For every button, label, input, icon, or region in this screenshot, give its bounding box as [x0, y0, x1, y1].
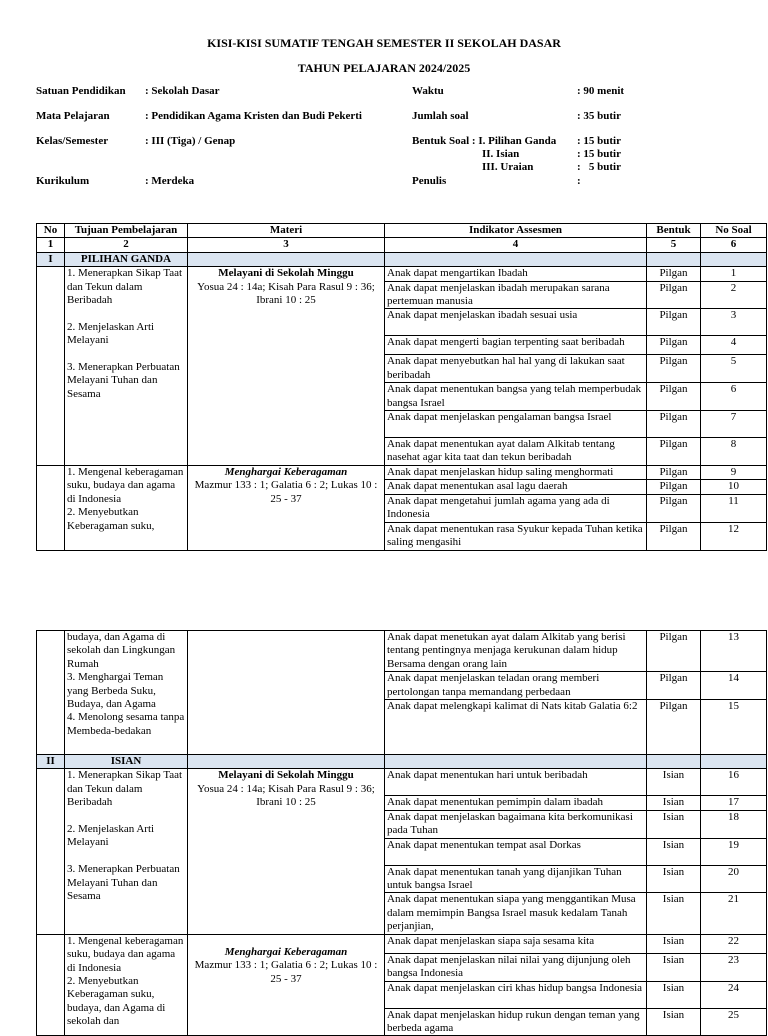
- col-number: 1: [37, 238, 65, 252]
- materi-cell: [188, 267, 385, 466]
- row-number-cell: [37, 769, 65, 934]
- col-number: 3: [188, 238, 385, 252]
- bentuk-cell: Isian: [647, 810, 701, 838]
- materi-reference: Yosua 24 : 14a; Kisah Para Rasul 9 : 36; Ibrani 10 : 25: [197, 280, 375, 307]
- indikator-cell: Anak dapat menentukan tempat asal Dorkas: [385, 838, 647, 865]
- tujuan-cell: 1. Menerapkan Sikap Taat dan Tekun dalam Beribadah 2. Menjelaskan Arti Melayani 3. Menerapkan Perbuatan Melayani Tuhan dan Sesama: [65, 769, 188, 934]
- col-number: 4: [385, 238, 647, 252]
- tujuan-cell: 1. Mengenal keberagaman suku, budaya dan agama di Indonesia 2. Menyebutkan Keberagaman suku, budaya, dan Agama di sekolah dan: [65, 934, 188, 1036]
- satuan-value: : Sekolah Dasar: [145, 85, 220, 97]
- indikator-cell: Anak dapat menjelaskan bagaimana kita berkomunikasi pada Tuhan: [385, 810, 647, 838]
- col-header-indikator: Indikator Assesmen: [385, 224, 647, 238]
- column-number-row: [37, 238, 767, 252]
- indikator-cell: Anak dapat menentukan hari untuk beribadah: [385, 769, 647, 796]
- indikator-cell: Anak dapat menetukan ayat dalam Alkitab yang berisi tentang pentingnya menjaga kerukunan dalam hidup Bersama dengan orang lain: [385, 631, 647, 672]
- no-soal-cell: 14: [701, 672, 767, 700]
- table-header-row: [37, 224, 767, 238]
- bentuk-value-pg: : 15 butir: [577, 135, 621, 147]
- bentuk-cell: Pilgan: [647, 522, 701, 550]
- indikator-cell: Anak dapat melengkapi kalimat di Nats kitab Galatia 6:2: [385, 700, 647, 755]
- pg-rows-group: [37, 267, 767, 550]
- no-soal-cell: 19: [701, 838, 767, 865]
- no-soal-cell: 24: [701, 981, 767, 1008]
- indikator-cell: Anak dapat mengartikan Ibadah: [385, 267, 647, 281]
- bentuk-cell: Isian: [647, 953, 701, 981]
- col-header-materi: Materi: [188, 224, 385, 238]
- pg-rows-group-continued: [37, 631, 767, 755]
- kelas-label: Kelas/Semester: [36, 135, 109, 147]
- col-header-no-soal: No Soal: [701, 224, 767, 238]
- kurikulum-label: Kurikulum: [36, 175, 90, 187]
- bentuk-cell: Pilgan: [647, 281, 701, 309]
- bentuk-cell: Pilgan: [647, 438, 701, 466]
- mapel-label: Mata Pelajaran: [36, 110, 110, 122]
- materi-title: Melayani di Sekolah Minggu: [218, 769, 354, 782]
- indikator-cell: Anak dapat menjelaskan teladan orang memberi pertolongan tanpa memandang perbedaan: [385, 672, 647, 700]
- indikator-cell: Anak dapat menentukan tanah yang dijanjikan Tuhan untuk bangsa Israel: [385, 865, 647, 893]
- no-soal-cell: 15: [701, 700, 767, 755]
- no-soal-cell: 21: [701, 893, 767, 934]
- no-soal-cell: 2: [701, 281, 767, 309]
- col-header-tujuan: Tujuan Pembelajaran: [65, 224, 188, 238]
- waktu-value: : 90 menit: [577, 85, 625, 97]
- indikator-cell: Anak dapat menentukan siapa yang menggantikan Musa dalam memimpin Bangsa Israel masuk kedalam Tanah perjanjian,: [385, 893, 647, 934]
- section-number: I: [37, 252, 65, 266]
- bentuk-cell: Pilgan: [647, 355, 701, 383]
- no-soal-cell: 5: [701, 355, 767, 383]
- col-number: 5: [647, 238, 701, 252]
- jumlah-label: Jumlah soal: [412, 110, 469, 122]
- materi-cell: [188, 466, 385, 550]
- bentuk-cell: Pilgan: [647, 383, 701, 411]
- bentuk-cell: Isian: [647, 769, 701, 796]
- table-row: [37, 466, 767, 480]
- indikator-cell: Anak dapat menjelaskan siapa saja sesama kita: [385, 934, 647, 953]
- bentuk-value-isian: : 15 butir: [577, 148, 621, 160]
- no-soal-cell: 6: [701, 383, 767, 411]
- isian-rows-group: [37, 769, 767, 1036]
- no-soal-cell: 13: [701, 631, 767, 672]
- no-soal-cell: 16: [701, 769, 767, 796]
- document-year: TAHUN PELAJARAN 2024/2025: [297, 61, 471, 75]
- section-title: PILIHAN GANDA: [65, 252, 188, 266]
- indikator-cell: Anak dapat menjelaskan hidup saling menghormati: [385, 466, 647, 480]
- no-soal-cell: 25: [701, 1008, 767, 1036]
- no-soal-cell: 17: [701, 796, 767, 810]
- no-soal-cell: 7: [701, 411, 767, 438]
- materi-reference: Mazmur 133 : 1; Galatia 6 : 2; Lukas 10 : 25 - 37: [194, 479, 378, 505]
- penulis-value: :: [577, 175, 581, 187]
- no-soal-cell: 22: [701, 934, 767, 953]
- no-soal-cell: 4: [701, 336, 767, 355]
- no-soal-cell: 9: [701, 466, 767, 480]
- table-row: [37, 631, 767, 672]
- tujuan-cell: 1. Mengenal keberagaman suku, budaya dan agama di Indonesia 2. Menyebutkan Keberagaman suku,: [65, 466, 188, 550]
- indikator-cell: Anak dapat menjelaskan hidup rukun dengan teman yang berbeda agama: [385, 1008, 647, 1036]
- bentuk-cell: Isian: [647, 865, 701, 893]
- table-row: [37, 769, 767, 796]
- bentuk-cell: Pilgan: [647, 631, 701, 672]
- bentuk-cell: Pilgan: [647, 411, 701, 438]
- section-row-pilihan-ganda: [37, 252, 767, 266]
- indikator-cell: Anak dapat menyebutkan hal hal yang di lakukan saat beribadah: [385, 355, 647, 383]
- indikator-cell: Anak dapat mengerti bagian terpenting saat beribadah: [385, 336, 647, 355]
- section-title: ISIAN: [65, 755, 188, 769]
- kurikulum-value: : Merdeka: [145, 175, 195, 187]
- no-soal-cell: 11: [701, 494, 767, 522]
- bentuk-cell: Pilgan: [647, 267, 701, 281]
- materi-cell: [188, 934, 385, 1036]
- row-number-cell: [37, 267, 65, 466]
- no-soal-cell: 20: [701, 865, 767, 893]
- indikator-cell: Anak dapat mengetahui jumlah agama yang ada di Indonesia: [385, 494, 647, 522]
- table-row: [37, 934, 767, 953]
- materi-cell: [188, 769, 385, 934]
- no-soal-cell: 8: [701, 438, 767, 466]
- bentuk-cell: Pilgan: [647, 336, 701, 355]
- indikator-cell: Anak dapat menjelaskan nilai nilai yang dijunjung oleh bangsa Indonesia: [385, 953, 647, 981]
- materi-reference: Yosua 24 : 14a; Kisah Para Rasul 9 : 36; Ibrani 10 : 25: [197, 782, 375, 809]
- jumlah-value: : 35 butir: [577, 110, 621, 122]
- col-number: 2: [65, 238, 188, 252]
- indikator-cell: Anak dapat menentukan asal lagu daerah: [385, 480, 647, 494]
- col-number: 6: [701, 238, 767, 252]
- penulis-label: Penulis: [412, 175, 447, 187]
- bentuk-label: Bentuk Soal : I. Pilihan Ganda: [412, 135, 557, 147]
- no-soal-cell: 18: [701, 810, 767, 838]
- bentuk-cell: Pilgan: [647, 672, 701, 700]
- col-header-bentuk: Bentuk: [647, 224, 701, 238]
- indikator-cell: Anak dapat menjelaskan ibadah merupakan sarana pertemuan manusia: [385, 281, 647, 309]
- bentuk-cell: Pilgan: [647, 480, 701, 494]
- bentuk-cell: Isian: [647, 934, 701, 953]
- kisi-table-page1: [36, 223, 767, 551]
- row-number-cell: [37, 934, 65, 1036]
- indikator-cell: Anak dapat menjelaskan pengalaman bangsa Israel: [385, 411, 647, 438]
- indikator-cell: Anak dapat menentukan bangsa yang telah memperbudak bangsa Israel: [385, 383, 647, 411]
- bentuk-cell: Pilgan: [647, 494, 701, 522]
- indikator-cell: Anak dapat menentukan rasa Syukur kepada Tuhan ketika saling mengasihi: [385, 522, 647, 550]
- row-number-cell: [37, 466, 65, 550]
- bentuk-cell: Isian: [647, 838, 701, 865]
- materi-title: Menghargai Keberagaman: [224, 945, 348, 958]
- bentuk-value-uraian: : 5 butir: [577, 161, 621, 173]
- no-soal-cell: 12: [701, 522, 767, 550]
- kelas-value: : III (Tiga) / Genap: [145, 135, 236, 147]
- bentuk-cell: Pilgan: [647, 466, 701, 480]
- section-number: II: [37, 755, 65, 769]
- document-title: KISI-KISI SUMATIF TENGAH SEMESTER II SEKOLAH DASAR: [207, 36, 561, 50]
- bentuk-isian-label: II. Isian: [482, 148, 520, 160]
- bentuk-cell: Isian: [647, 893, 701, 934]
- no-soal-cell: 23: [701, 953, 767, 981]
- col-header-no: No: [37, 224, 65, 238]
- bentuk-cell: Isian: [647, 1008, 701, 1036]
- tujuan-cell: budaya, dan Agama di sekolah dan Lingkungan Rumah 3. Menghargai Teman yang Berbeda Suku, Budaya, dan Agama 4. Menolong sesama tanpa Membeda-bedakan: [65, 631, 188, 755]
- section-row-isian: [37, 755, 767, 769]
- row-number-cell: [37, 631, 65, 755]
- materi-title: Melayani di Sekolah Minggu: [218, 267, 354, 280]
- bentuk-cell: Isian: [647, 796, 701, 810]
- bentuk-uraian-label: III. Uraian: [482, 161, 534, 173]
- bentuk-cell: Pilgan: [647, 700, 701, 755]
- no-soal-cell: 1: [701, 267, 767, 281]
- mapel-value: : Pendidikan Agama Kristen dan Budi Pekerti: [145, 110, 362, 122]
- tujuan-cell: 1. Menerapkan Sikap Taat dan Tekun dalam Beribadah 2. Menjelaskan Arti Melayani 3. Menerapkan Perbuatan Melayani Tuhan dan Sesama: [65, 267, 188, 466]
- materi-cell: [188, 631, 385, 755]
- satuan-label: Satuan Pendidikan: [36, 85, 126, 97]
- waktu-label: Waktu: [412, 85, 444, 97]
- indikator-cell: Anak dapat menentukan ayat dalam Alkitab tentang nasehat agar kita taat dan tekun beribadah: [385, 438, 647, 466]
- materi-title: Menghargai Keberagaman: [224, 466, 348, 479]
- indikator-cell: Anak dapat menentukan pemimpin dalam ibadah: [385, 796, 647, 810]
- kisi-table-page2: [36, 630, 767, 1036]
- no-soal-cell: 10: [701, 480, 767, 494]
- indikator-cell: Anak dapat menjelaskan ciri khas hidup bangsa Indonesia: [385, 981, 647, 1008]
- indikator-cell: Anak dapat menjelaskan ibadah sesuai usia: [385, 309, 647, 336]
- bentuk-cell: Isian: [647, 981, 701, 1008]
- no-soal-cell: 3: [701, 309, 767, 336]
- bentuk-cell: Pilgan: [647, 309, 701, 336]
- table-row: [37, 267, 767, 281]
- materi-reference: Mazmur 133 : 1; Galatia 6 : 2; Lukas 10 : 25 - 37: [194, 959, 378, 985]
